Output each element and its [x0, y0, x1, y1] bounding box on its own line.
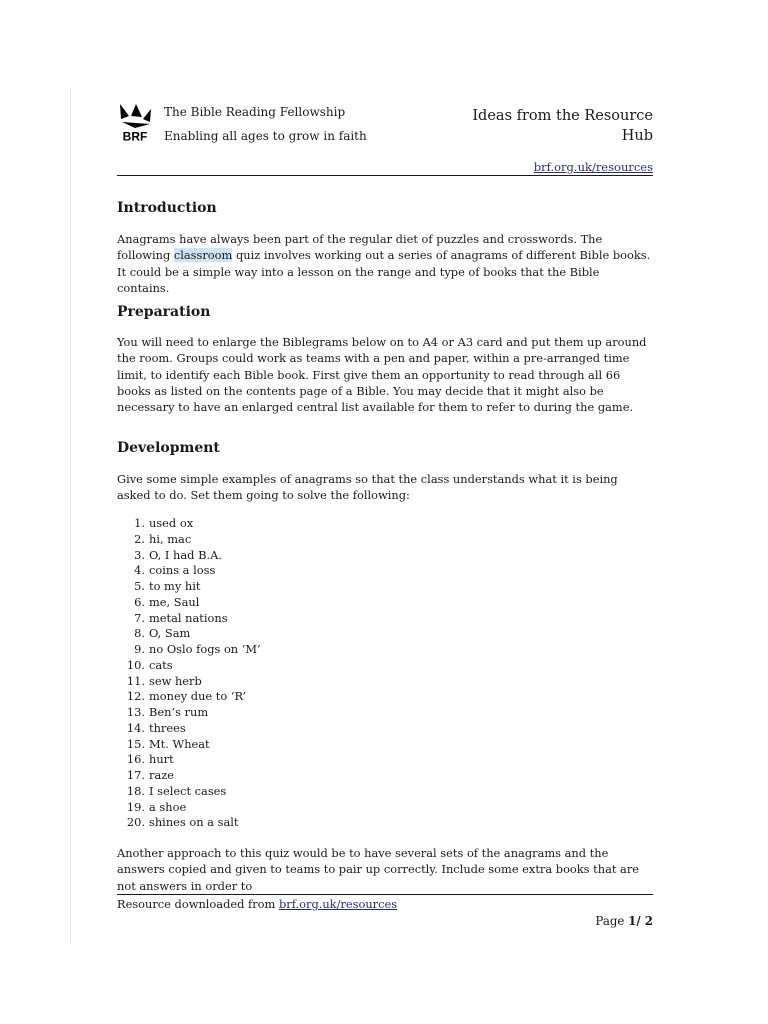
- org-name: The Bible Reading Fellowship: [164, 105, 346, 119]
- preparation-text: You will need to enlarge the Biblegrams below on to A4 or A3 card and put them up around the room. Groups could work as teams with a pen and paper, within a pre-arranged time limit, to identify each Bible book. First give them an opportunity to read through all 66 books as listed on the contents page of a Bible. You may decide that it might also be necessary to have an enlarged central list available for them to refer to during the game.: [117, 335, 647, 415]
- anagram-number: 6.: [134, 594, 145, 609]
- closing-text: Another approach to this quiz would be to have several sets of the anagrams and the answers copied and given to teams to pair up correctly. Include some extra books that are not answers in order to: [117, 846, 640, 893]
- anagram-number: 17.: [126, 768, 145, 782]
- anagram-number: 5.: [134, 579, 145, 593]
- anagram-number: 12.: [126, 689, 145, 704]
- highlighted-word: classroom: [173, 248, 233, 263]
- header-divider: [117, 175, 653, 176]
- anagram-text: hi, mac: [149, 531, 192, 546]
- anagram-item: [117, 815, 417, 831]
- anagram-number: 1.: [134, 516, 145, 530]
- anagram-number: 9.: [134, 642, 145, 656]
- anagram-number: 3.: [134, 547, 145, 562]
- anagram-item: [117, 611, 417, 627]
- anagram-text: coins a loss: [149, 563, 216, 578]
- anagram-text: Mt. Wheat: [149, 736, 210, 751]
- anagram-text: threes: [149, 720, 186, 735]
- anagram-item: [117, 689, 417, 705]
- anagram-item: [117, 768, 417, 784]
- anagram-item: [117, 532, 417, 548]
- anagram-item: [117, 548, 417, 564]
- introduction-heading: Introduction: [117, 200, 217, 216]
- anagram-item: [117, 595, 417, 611]
- anagram-text: Ben’s rum: [149, 705, 209, 719]
- anagram-number: 14.: [126, 720, 145, 735]
- anagram-item: [117, 579, 417, 595]
- resources-link[interactable]: brf.org.uk/resources: [533, 160, 653, 174]
- anagram-number: 7.: [134, 610, 145, 625]
- anagram-text: metal nations: [149, 610, 228, 625]
- anagram-number: 16.: [126, 752, 145, 767]
- anagram-number: 19.: [126, 799, 145, 814]
- anagram-text: used ox: [149, 516, 194, 530]
- org-tagline: Enabling all ages to grow in faith: [164, 129, 367, 143]
- page-number: Page 1/ 2: [595, 914, 653, 928]
- logo-text: BRF: [122, 129, 148, 142]
- anagram-number: 4.: [134, 563, 145, 578]
- anagram-text: no Oslo fogs on ‘M’: [149, 642, 261, 656]
- anagram-item: [117, 626, 417, 642]
- anagram-text: O, Sam: [149, 626, 191, 641]
- anagram-number: 10.: [126, 657, 145, 672]
- anagram-number: 13.: [126, 705, 145, 719]
- anagram-text: a shoe: [149, 799, 187, 814]
- anagram-text: O, I had B.A.: [149, 547, 222, 562]
- anagram-text: to my hit: [149, 579, 201, 593]
- brf-logo: [117, 102, 153, 142]
- development-text: Give some simple examples of anagrams so that the class understands what it is being asked to do. Set them going to solve the following:: [117, 472, 618, 503]
- anagram-text: money due to ‘R’: [149, 689, 247, 704]
- anagram-item: [117, 516, 417, 532]
- anagram-item: [117, 800, 417, 816]
- anagram-number: 15.: [126, 736, 145, 751]
- development-heading: Development: [117, 440, 220, 456]
- anagram-text: shines on a salt: [149, 815, 239, 830]
- anagram-number: 8.: [134, 626, 145, 641]
- anagram-text: me, Saul: [149, 594, 200, 609]
- anagram-text: hurt: [149, 752, 174, 767]
- footer-source: Resource downloaded from brf.org.uk/resources: [117, 897, 398, 911]
- anagram-item: [117, 721, 417, 737]
- anagram-item: [117, 784, 417, 800]
- introduction-text: Anagrams have always been part of the regular diet of puzzles and crosswords. The following classroom quiz involves working out a series of anagrams of different Bible books. It could be a simple way into a lesson on the range and type of books that the Bible contains.: [117, 232, 651, 295]
- anagram-item: [117, 705, 417, 721]
- preparation-heading: Preparation: [117, 304, 211, 320]
- anagram-list: [117, 516, 417, 831]
- anagram-text: cats: [149, 657, 173, 672]
- anagram-item: [117, 642, 417, 658]
- anagram-number: 18.: [126, 783, 145, 798]
- anagram-item: [117, 737, 417, 753]
- anagram-number: 11.: [126, 673, 145, 688]
- anagram-number: 20.: [126, 815, 145, 830]
- footer-divider: [117, 894, 653, 895]
- anagram-number: 2.: [134, 531, 145, 546]
- hub-title: Ideas from the Resource Hub: [472, 108, 653, 144]
- anagram-text: I select cases: [149, 783, 227, 798]
- anagram-text: raze: [149, 768, 174, 782]
- anagram-item: [117, 674, 417, 690]
- anagram-item: [117, 752, 417, 768]
- page-edge: [70, 88, 71, 943]
- anagram-item: [117, 658, 417, 674]
- anagram-item: [117, 563, 417, 579]
- footer-resources-link[interactable]: brf.org.uk/resources: [278, 897, 398, 911]
- anagram-text: sew herb: [149, 673, 202, 688]
